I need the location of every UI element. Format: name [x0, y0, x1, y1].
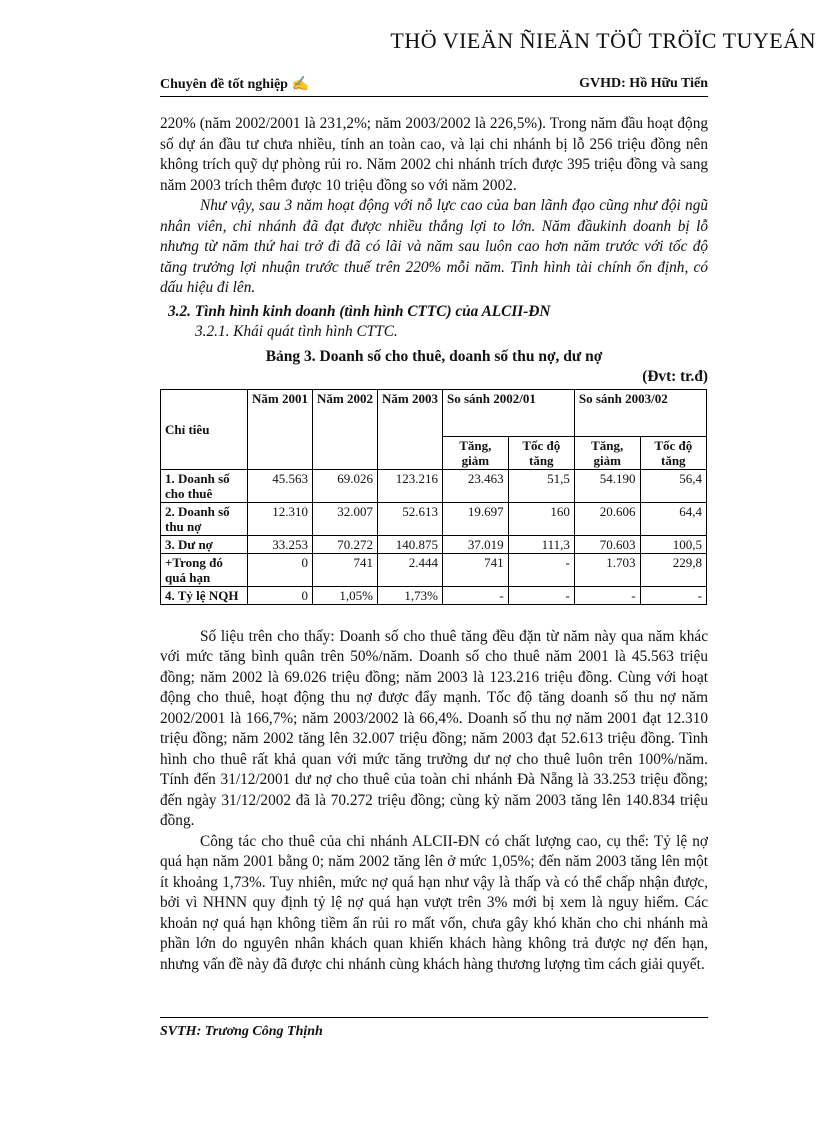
row-label: 2. Doanh số thu nợ	[161, 502, 248, 535]
watermark-text: THÖ VIEÄN ÑIEÄN TÖÛ TRÖÏC TUYEÁN	[390, 28, 816, 53]
cell-2002: 32.007	[313, 502, 378, 535]
cell-toc-do-2: 100,5	[640, 535, 706, 553]
header-ss-2003-02: So sánh 2003/02	[574, 389, 706, 436]
table-row	[161, 469, 707, 502]
cell-2003: 1,73%	[378, 586, 443, 604]
cell-2001: 0	[248, 586, 313, 604]
header-2003: Năm 2003	[378, 389, 443, 469]
cell-toc-do-2: -	[640, 586, 706, 604]
paragraph-4: Công tác cho thuê của chi nhánh ALCII-ĐN có chất lượng cao, cụ thể: Tỷ lệ nợ quá hạn năm 2001 bằng 0; năm 2002 tăng lên ở mức 1,05%; đến năm 2003 tăng lên một ít khoảng 1,73%. Tuy nhiên, mức nợ quá hạn như vậy là thấp và có thể chấp nhận được, bởi vì NHNN quy định tỷ lệ nợ quá hạn vượt trên 3% mới bị xem là nguy hiểm. Các khoản nợ quá hạn không tiềm ẩn rủi ro mất vốn, chưa gây khó khăn cho chi nhánh mà phần lớn do nguyên nhân khách quan khiến khách hàng không trả được nợ đến hạn, nhưng vấn đề này đã được chi nhánh cùng khách hàng thương lượng tìm cách giải quyết.	[160, 832, 708, 973]
cell-2003: 52.613	[378, 502, 443, 535]
page-content	[160, 114, 708, 975]
cell-tang-giam-2: 54.190	[574, 469, 640, 502]
page-footer: SVTH: Trương Công Thịnh	[160, 1017, 708, 1040]
cell-toc-do-2: 64,4	[640, 502, 706, 535]
paragraph-2: Như vậy, sau 3 năm hoạt động với nỗ lực cao của ban lãnh đạo cũng như đội ngũ nhân viên, chi nhánh đã đạt được nhiều thắng lợi to lớn. Năm đầukinh doanh bị lỗ nhưng từ năm thứ hai trở đi đã có lãi và năm sau luôn cao hơn năm trước với tốc độ tăng trưởng lợi nhuận trước thuế trên 220% mỗi năm. Tình hình tài chính ổn định, có dấu hiệu đi lên.	[160, 197, 708, 296]
cell-2001: 45.563	[248, 469, 313, 502]
cell-2003: 140.875	[378, 535, 443, 553]
cell-tang-giam-2: 70.603	[574, 535, 640, 553]
table-row	[161, 586, 707, 604]
subsection-heading: 3.2.1. Khái quát tình hình CTTC.	[195, 323, 398, 340]
cell-2001: 0	[248, 553, 313, 586]
table-header-row	[161, 389, 707, 436]
page-header	[160, 76, 708, 97]
cell-toc-do-1: 160	[508, 502, 574, 535]
row-label: 3. Dư nợ	[161, 535, 248, 553]
cell-2002: 741	[313, 553, 378, 586]
header-2002: Năm 2002	[313, 389, 378, 469]
cell-tang-giam-1: 23.463	[443, 469, 509, 502]
cell-tang-giam-1: -	[443, 586, 509, 604]
cell-tang-giam-2: -	[574, 586, 640, 604]
section-heading: 3.2. Tình hình kinh doanh (tình hình CTTC) của ALCII-ĐN	[168, 302, 551, 320]
cell-toc-do-1: -	[508, 586, 574, 604]
cell-2002: 1,05%	[313, 586, 378, 604]
paragraph-3: Số liệu trên cho thấy: Doanh số cho thuê tăng đều đặn từ năm này qua năm khác với mức tăng bình quân trên 50%/năm. Doanh số cho thuê năm 2001 là 45.563 triệu đồng; năm 2002 là 69.026 triệu đồng; năm 2003 là 123.216 triệu đồng. Cùng với hoạt động cho thuê, hoạt động thu nợ được đẩy mạnh. Tốc độ tăng doanh số thu nợ năm 2002/2001 là 166,7%; năm 2003/2002 là 66,4%. Doanh số thu nợ năm 2001 đạt 12.310 triệu đồng; năm 2002 tăng lên 32.007 triệu đồng; năm 2003 đạt 52.613 triệu đồng. Tình hình cho thuê rất khả quan với mức tăng trưởng dư nợ cho thuê luôn trên 100%/năm. Tính đến 31/12/2001 dư nợ cho thuê của toàn chi nhánh Đà Nẵng là 33.253 triệu đồng; đến ngày 31/12/2002 đã là 70.272 triệu đồng; cùng kỳ năm 2003 tăng lên 140.834 triệu đồng.	[160, 627, 708, 829]
cell-2002: 70.272	[313, 535, 378, 553]
cell-2001: 12.310	[248, 502, 313, 535]
cell-2002: 69.026	[313, 469, 378, 502]
header-toc-do-2: Tốc độ tăng	[640, 436, 706, 469]
cell-toc-do-2: 56,4	[640, 469, 706, 502]
cell-2001: 33.253	[248, 535, 313, 553]
table-row	[161, 553, 707, 586]
table-row	[161, 535, 707, 553]
data-table	[160, 389, 707, 605]
cell-tang-giam-2: 20.606	[574, 502, 640, 535]
table-unit: (Đvt: tr.đ)	[642, 368, 708, 385]
cell-toc-do-2: 229,8	[640, 553, 706, 586]
table-row	[161, 502, 707, 535]
header-ss-2002-01: So sánh 2002/01	[443, 389, 575, 436]
header-chitieu: Chỉ tiêu	[161, 389, 248, 469]
cell-2003: 2.444	[378, 553, 443, 586]
table-caption: Bảng 3. Doanh số cho thuê, doanh số thu nợ, dư nợ	[265, 347, 603, 365]
header-2001: Năm 2001	[248, 389, 313, 469]
row-label: 4. Tỷ lệ NQH	[161, 586, 248, 604]
cell-tang-giam-2: 1.703	[574, 553, 640, 586]
paragraph-1: 220% (năm 2002/2001 là 231,2%; năm 2003/2002 là 226,5%). Trong năm đầu hoạt động số dự án đầu tư chưa nhiều, tính an toàn cao, và lại chi nhánh bị lỗ 256 triệu đồng nên không trích quỹ dự phòng rủi ro. Năm 2002 chi nhánh trích được 395 triệu đồng và sang năm 2003 trích thêm được 10 triệu đồng so với năm 2002.	[160, 115, 708, 194]
header-right: GVHD: Hồ Hữu Tiến	[579, 76, 708, 91]
row-label: +Trong đó quá hạn	[161, 553, 248, 586]
cell-tang-giam-1: 19.697	[443, 502, 509, 535]
cell-2003: 123.216	[378, 469, 443, 502]
cell-tang-giam-1: 37.019	[443, 535, 509, 553]
cell-toc-do-1: 51,5	[508, 469, 574, 502]
header-tang-giam-2: Tăng, giảm	[574, 436, 640, 469]
cell-toc-do-1: 111,3	[508, 535, 574, 553]
cell-tang-giam-1: 741	[443, 553, 509, 586]
header-toc-do-1: Tốc độ tăng	[508, 436, 574, 469]
row-label: 1. Doanh số cho thuê	[161, 469, 248, 502]
header-left: Chuyên đề tốt nghiệp ✍	[160, 77, 309, 92]
header-tang-giam-1: Tăng, giảm	[443, 436, 509, 469]
cell-toc-do-1: -	[508, 553, 574, 586]
